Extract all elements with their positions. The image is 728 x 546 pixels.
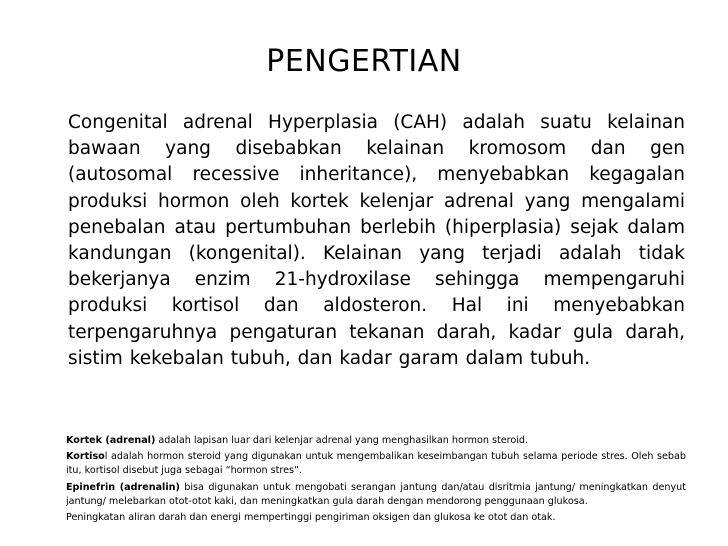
definition-paragraph: Congenital adrenal Hyperplasia (CAH) adalah suatu kelainan bawaan yang disebabkan kelainan kromosom dan gen (autosomal recessive inheritance), menyebabkan kegagalan produksi hormon oleh kortek kelenjar adrenal yang mengalami penebalan atau pertumbuhan berlebih (hiperplasia) sejak dalam kandungan (kongenital). Kelainan yang terjadi adalah tidak bekerjanya enzim 21-hydroxilase sehingga mempengaruhi produksi kortisol dan aldosteron. Hal ini menyebabkan terpengaruhnya pengaturan tekanan darah, kadar gula darah, sistim kekebalan tubuh, dan kadar garam dalam tubuh.	[68, 112, 685, 369]
footnote-text: Peningkatan aliran darah dan energi mempertinggi pengiriman oksigen dan glukosa ke otot dan otak.	[66, 512, 556, 524]
footnote-term: Kortiso	[66, 451, 105, 463]
footnote-kortek	[66, 434, 686, 448]
footnote-term: Kortek (adrenal)	[66, 435, 156, 446]
slide-title: PENGERTIAN	[266, 44, 462, 79]
footnote-epinefrin	[66, 481, 686, 509]
footnotes	[66, 434, 686, 527]
footnote-text: l adalah hormon steroid yang digunakan untuk mengembalikan keseimbangan tubuh selama periode stres. Oleh sebab itu, kortisol disebut juga sebagai “hormon stres”.	[66, 451, 686, 477]
footnote-kortisol	[66, 450, 686, 478]
footnote-term: Epinefrin (adrenalin)	[66, 481, 180, 493]
footnote-text: bisa digunakan untuk mengobati serangan jantung dan/atau disritmia jantung/ meningkatkan denyut jantung/ melebarkan otot-otot kaki, dan meningkatkan gula darah dengan mendorong penggunaan glukosa.	[66, 481, 686, 507]
footnote-text: adalah lapisan luar dari kelenjar adrenal yang menghasilkan hormon steroid.	[155, 435, 529, 446]
footnote-aliran-darah	[66, 511, 686, 525]
